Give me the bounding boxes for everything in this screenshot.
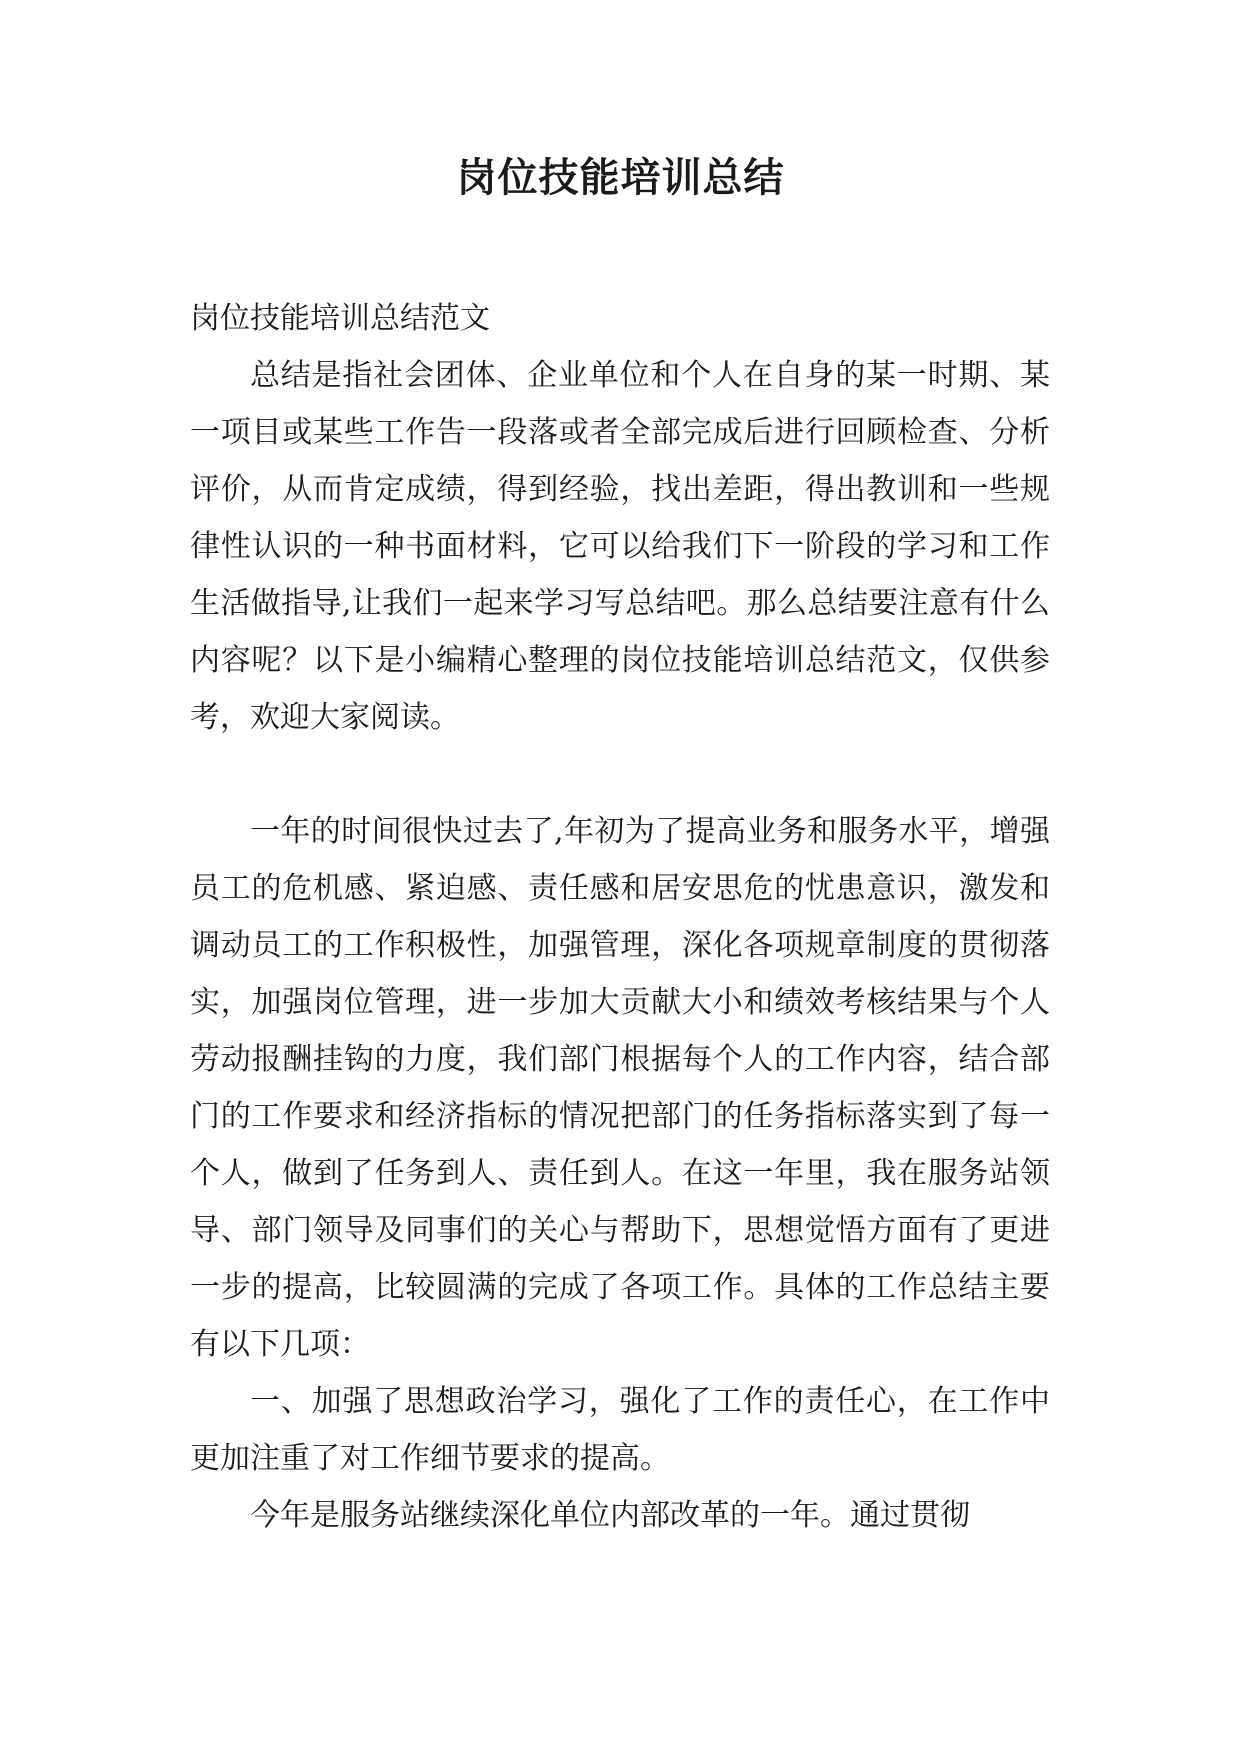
paragraph-intro: 总结是指社会团体、企业单位和个人在自身的某一时期、某一项目或某些工作告一段落或者全部完成后进行回顾检查、分析评价，从而肯定成绩，得到经验，找出差距，得出教训和一些规律性认识的一种书面材料，它可以给我们下一阶段的学习和工作生活做指导,让我们一起来学习写总结吧。那么总结要注意有什么内容呢？以下是小编精心整理的岗位技能培训总结范文，仅供参考，欢迎大家阅读。 — [190, 358, 1050, 735]
paragraph-year-review: 一年的时间很快过去了,年初为了提高业务和服务水平，增强员工的危机感、紧迫感、责任感和居安思危的忧患意识，激发和调动员工的工作积极性，加强管理，深化各项规章制度的贯彻落实，加强岗位管理，进一步加大贡献大小和绩效考核结果与个人劳动报酬挂钩的力度，我们部门根据每个人的工作内容，结合部门的工作要求和经济指标的情况把部门的任务指标落实到了每一个人，做到了任务到人、责任到人。在这一年里，我在服务站领导、部门领导及同事们的关心与帮助下，思想觉悟方面有了更进一步的提高，比较圆满的完成了各项工作。具体的工作总结主要有以下几项： — [190, 814, 1050, 1362]
document-title: 岗位技能培训总结 — [456, 155, 785, 201]
paragraph-spacer — [190, 746, 1050, 803]
document-subtitle: 岗位技能培训总结范文 — [190, 301, 490, 336]
document-body — [190, 290, 1050, 1544]
paragraph-section-one: 一、加强了思想政治学习，强化了工作的责任心，在工作中更加注重了对工作细节要求的提高。 — [190, 1384, 1050, 1476]
paragraph-reform: 今年是服务站继续深化单位内部改革的一年。通过贯彻 — [250, 1498, 970, 1533]
